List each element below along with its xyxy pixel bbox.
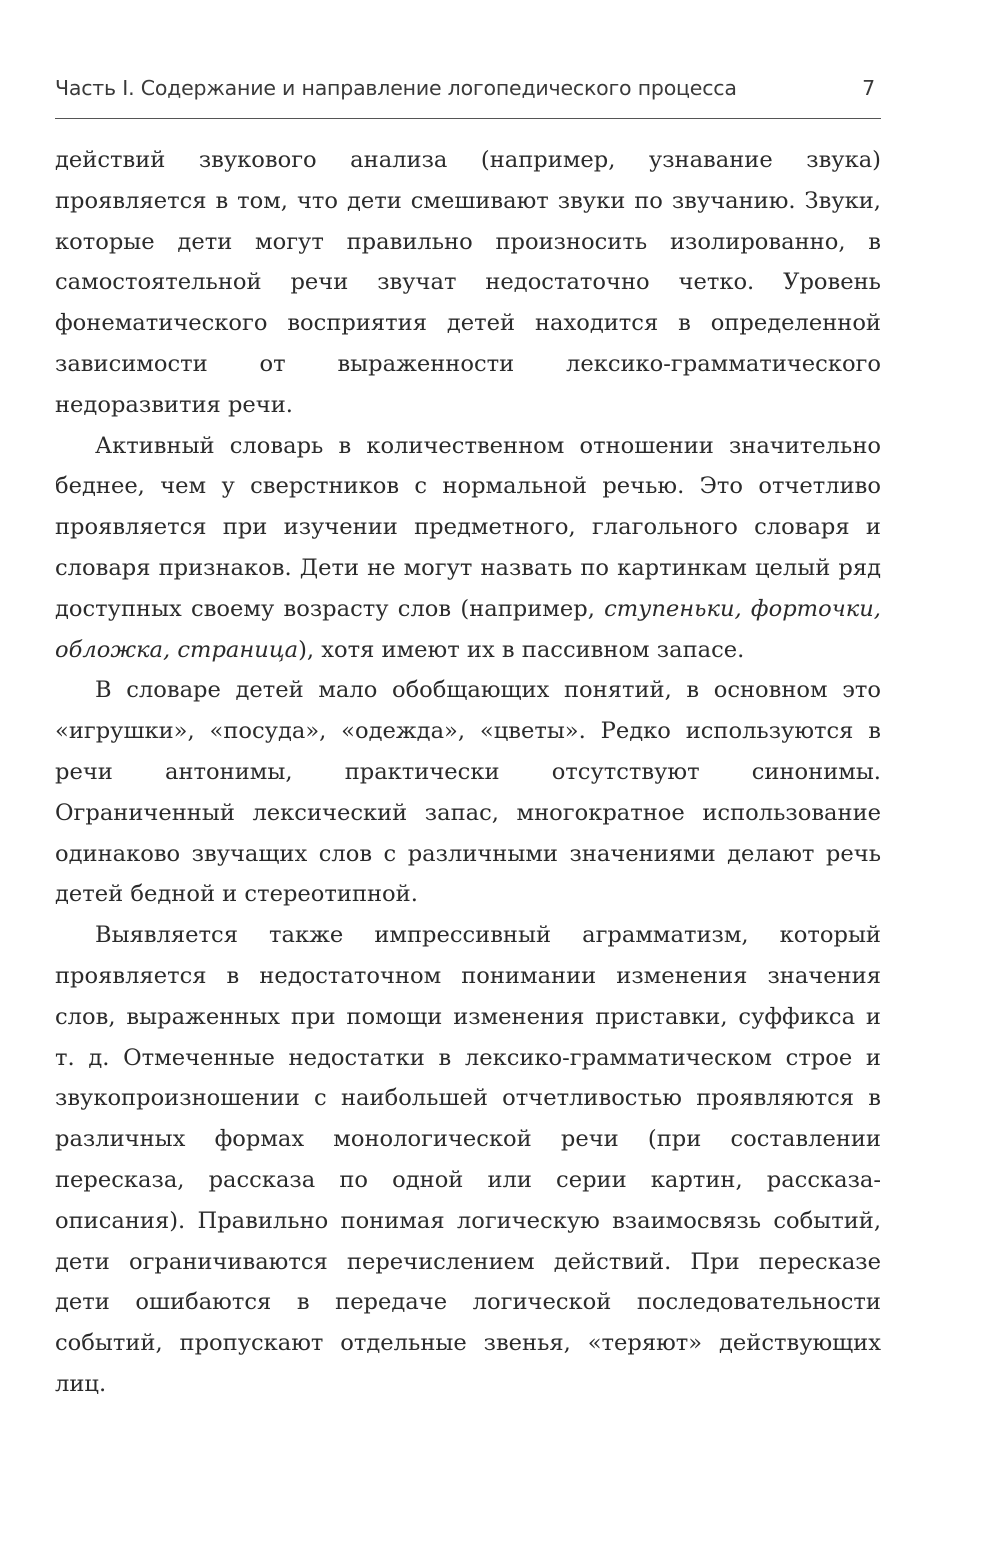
- paragraph-3: В словаре детей мало обобщающих понятий, в основном это «игрушки», «посуда», «одежда», «цветы». Редко используются в речи антонимы, практически отсутствуют синонимы. Ограниченный лексический запас, многократное использование одинаково звучащих слов с различными значениями делают речь детей бедной и стереотипной.: [55, 677, 881, 908]
- header-rule: [55, 118, 881, 119]
- running-title: Часть I. Содержание и направление логопедического процесса: [55, 76, 737, 100]
- paragraph-4: Выявляется также импрессивный аграмматизм, который проявляется в недостаточном понимании изменения значения слов, выраженных при помощи изменения приставки, суффикса и т. д. Отмеченные недостатки в лексико-грамматическом строе и звукопроизношении с наибольшей отчетливостью проявляются в различных формах монологической речи (при составлении пересказа, рассказа по одной или серии картин, рассказа-описания). Правильно понимая логическую взаимосвязь событий, дети ограничиваются перечислением действий. При пересказе дети ошибаются в передаче логической последовательности событий, пропускают отдельные звенья, «теряют» действующих лиц.: [55, 922, 881, 1397]
- paragraph-1: действий звукового анализа (например, узнавание звука) проявляется в том, что дети смешивают звуки по звучанию. Звуки, которые дети могут правильно произносить изолированно, в самостоятельной речи звучат недостаточно четко. Уровень фонематического восприятия детей находится в определенной зависимости от выраженности лексико-грамматического недоразвития речи.: [55, 147, 881, 418]
- paragraph-2-text-end: ), хотя имеют их в пассивном запасе.: [298, 636, 745, 663]
- paragraph-2-text-start: Активный словарь в количественном отношении значительно беднее, чем у сверстников с нормальной речью. Это отчетливо проявляется при изучении предметного, глагольного словаря и словаря признаков. Дети не могут назвать по картинкам целый ряд доступных своему возрасту слов (например,: [55, 432, 881, 622]
- page-number: 7: [862, 76, 875, 100]
- paragraph-2-examples: ступеньки, форточки, обложка, страница: [55, 595, 881, 663]
- paragraph-2: [55, 426, 881, 671]
- running-header: [55, 76, 881, 106]
- body-text: [55, 140, 881, 1405]
- book-page: [55, 0, 881, 1551]
